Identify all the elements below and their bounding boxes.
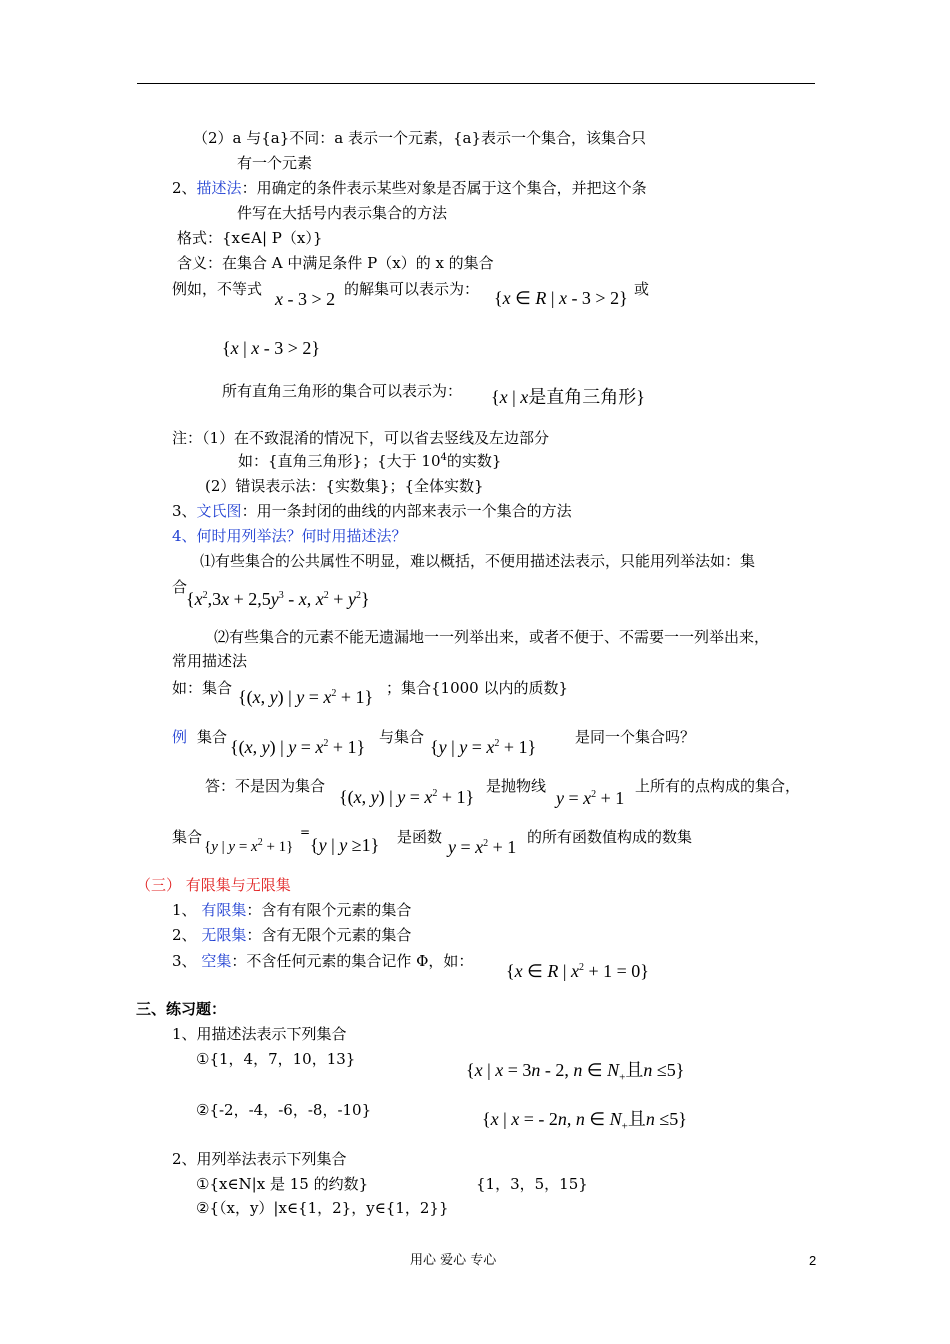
text-line: 是同一个集合吗？ [575, 728, 696, 746]
term-infinite-set: 无限集 [201, 926, 247, 944]
text-line: 与集合 [379, 728, 425, 746]
footer-text: 用心 爱心 专心 [410, 1253, 497, 1268]
formula: {x | x - 3 > 2} [222, 338, 321, 358]
formula: {x | x是直角三角形} [491, 387, 645, 407]
text-line: 注：（1）在不致混淆的情况下，可以省去竖线及左边部分 [172, 429, 550, 447]
question-heading: 4、何时用列举法？何时用描述法？ [172, 527, 407, 545]
text-line: 合 [172, 578, 188, 596]
item-number: 2、 [172, 179, 197, 197]
text-line: 常用描述法 [172, 652, 248, 670]
text-line: ；集合{1000 以内的质数} [386, 679, 569, 697]
text-line: 集合 [172, 828, 203, 846]
text-line: 集合 [197, 728, 228, 746]
text-line [172, 925, 411, 945]
text-line: 1、用描述法表示下列集合 [172, 1025, 347, 1043]
text-line: 或 [634, 280, 650, 298]
term-venn-diagram: 文氏图 [196, 502, 242, 520]
text-span: ：不含任何元素的集合记作 Φ，如： [231, 952, 474, 970]
text-line: 上所有的点构成的集合， [635, 777, 801, 795]
text-line: ⑴有些集合的公共属性不明显，难以概括，不便用描述法表示，只能用列举法如：集 [200, 552, 756, 570]
section-heading: 三、练习题： [136, 1000, 227, 1018]
page-number: 2 [809, 1253, 817, 1268]
text-line: 含义：在集合 A 中满足条件 P（x）的 x 的集合 [177, 254, 494, 272]
term-description-method: 描述法 [196, 179, 242, 197]
text-line: 有一个元素 [237, 154, 313, 172]
formula: {x ∈ R | x - 3 > 2} [494, 288, 628, 308]
text-line: 的解集可以表示为： [344, 280, 480, 298]
example-label: 例 [172, 728, 188, 746]
text-line [172, 900, 411, 920]
superscript: 4 [440, 452, 447, 463]
text-line [238, 451, 501, 471]
formula: {(x, y) | $y = x^2 + 1$} [230, 737, 366, 757]
text-line: ①{x∈N|x 是 15 的约数} [196, 1175, 369, 1193]
equals-sign: = [300, 825, 311, 839]
text-line: 格式：{x∈A| P（x）} [177, 229, 323, 247]
text-line: ②{（x，y）|x∈{1，2}，y∈{1，2}} [196, 1199, 449, 1217]
text-line: 是抛物线 [486, 777, 547, 795]
formula: {$x^2,3x + 2,5y^3 - x$, $x^2 + y^2$} [186, 589, 370, 609]
text-line [172, 178, 647, 198]
item-number: 2、 [172, 926, 197, 944]
text-line: ⑵有些集合的元素不能无遗漏地一一列举出来，或者不便于、不需要一一列举出来， [214, 628, 770, 646]
text-line: （2）a 与{a}不同：a 表示一个元素，{a}表示一个集合，该集合只 [193, 129, 647, 147]
text-line: (2）错误表示法：{实数集}；{全体实数} [205, 477, 484, 495]
term-empty-set: 空集 [201, 952, 232, 970]
text-line [172, 951, 473, 971]
formula: {y | $y = x^2 + 1$} [430, 737, 537, 757]
formula: {y | $y = x^2 + 1$} [204, 837, 294, 855]
formula: {x ∈ R | $x^2 + 1 = 0$} [506, 961, 649, 981]
answer-text: {1，3，5，15} [476, 1175, 588, 1193]
text-span: ：含有有限个元素的集合 [246, 901, 412, 919]
text-line: 例如，不等式 [172, 280, 263, 298]
formula: $y = x^2 + 1$ [448, 837, 517, 857]
item-number: 3、 [172, 952, 197, 970]
formula: {y | y ≥1} [310, 835, 380, 855]
text-span: ：用确定的条件表示某些对象是否属于这个集合，并把这个条 [241, 179, 647, 197]
text-span: 的实数} [446, 452, 502, 470]
text-line: 的所有函数值构成的数集 [527, 828, 693, 846]
section-heading: （三） 有限集与无限集 [136, 876, 291, 894]
formula: $y = x^2 + 1$ [556, 788, 625, 808]
text-span: ：用一条封闭的曲线的内部来表示一个集合的方法 [241, 502, 572, 520]
text-line: 2、用列举法表示下列集合 [172, 1150, 347, 1168]
text-line: 是函数 [397, 828, 443, 846]
text-span: ：含有无限个元素的集合 [246, 926, 412, 944]
item-number: 1、 [172, 901, 197, 919]
formula: {x | x = - 2n, n ∈ $N_+$且n ≤5} [482, 1109, 687, 1133]
text-span: 如：{直角三角形}；{大于 10 [238, 452, 441, 470]
text-line: ②{-2，-4，-6，-8，-10} [196, 1101, 372, 1119]
text-line: 如：集合 [172, 679, 233, 697]
text-line: 答：不是因为集合 [205, 777, 326, 795]
text-line: 所有直角三角形的集合可以表示为： [222, 382, 463, 400]
formula: {(x, y) | $y = x^2 + 1$} [238, 687, 374, 707]
formula: {x | x = 3n - 2, n ∈ $N_+$且n ≤5} [466, 1060, 685, 1084]
term-finite-set: 有限集 [201, 901, 247, 919]
text-line [172, 501, 572, 521]
text-line: ①{1，4，7，10，13} [196, 1050, 356, 1068]
formula: x - 3 > 2 [275, 289, 336, 309]
header-rule [137, 83, 815, 84]
item-number: 3、 [172, 502, 197, 520]
text-line: 件写在大括号内表示集合的方法 [237, 204, 448, 222]
formula: {(x, y) | $y = x^2 + 1$} [339, 787, 475, 807]
